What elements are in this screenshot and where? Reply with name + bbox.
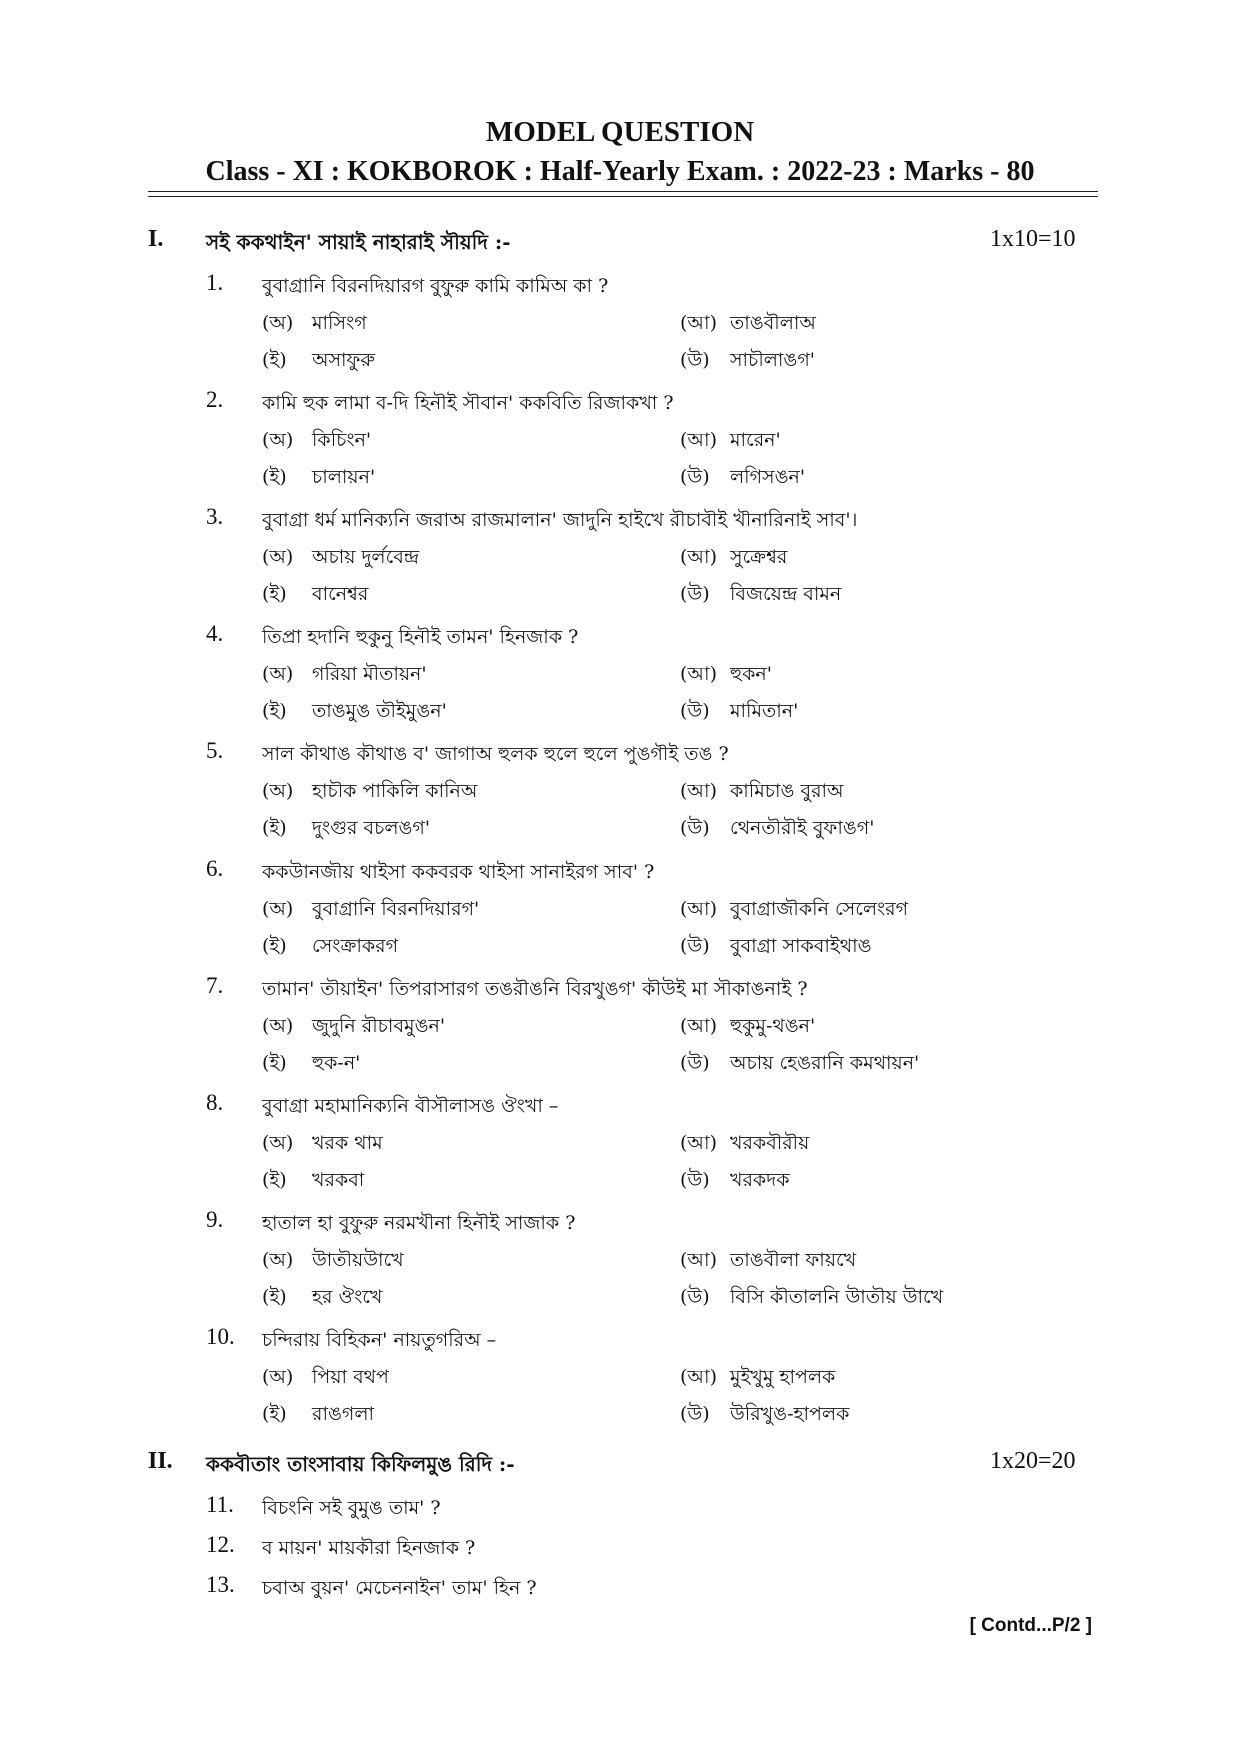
continued-note: [ Contd...P/2 ] <box>969 1615 1092 1636</box>
question-text: বিচংনি সই বুমুঙ তাম' ? <box>262 1497 441 1519</box>
option-letter: (উ) <box>680 466 710 489</box>
option-letter: (উ) <box>680 349 710 371</box>
option-row <box>0 810 1240 846</box>
option <box>262 1166 364 1198</box>
option-letter: (ই) <box>262 466 287 489</box>
option <box>262 463 375 495</box>
question-number: 8. <box>206 1089 224 1115</box>
option-text: তাঙমুঙ তৗইমুঙন' <box>312 700 447 723</box>
option-text: বিজয়েন্দ্র বামন <box>730 583 842 606</box>
option-letter: (আ) <box>680 897 717 920</box>
option <box>680 309 816 341</box>
option <box>262 426 371 458</box>
option-text: খরকবৗরৗয় <box>730 1131 810 1154</box>
question-text: বুবাগ্রানি বিরনদিয়ারগ বুফুরু কামি কামিঅ কা ? <box>262 275 609 297</box>
section-2-heading: ককবৗতাং তাংসাবায় কিফিলমুঙ রিদি :- <box>206 1452 515 1476</box>
option-text: খরকবা <box>312 1168 365 1191</box>
option-letter: (অ) <box>262 1014 294 1037</box>
option <box>262 697 447 729</box>
question-number: 11. <box>206 1492 234 1517</box>
option-letter: (ই) <box>262 934 287 957</box>
question-row <box>0 1570 1240 1606</box>
option-text: কামিচাঙ বুরাঅ <box>730 780 844 803</box>
option-text: খরক থাম <box>312 1131 383 1154</box>
option-text: গরিয়া মৗতায়ন' <box>312 663 427 686</box>
question-row <box>0 1322 1240 1358</box>
option-row <box>0 459 1240 495</box>
option-letter: (অ) <box>262 1248 294 1271</box>
option-text: চালায়ন' <box>312 466 376 489</box>
question-text: তামান' তৗয়াইন' তিপরাসারগ তঙরৗঙনি বিরখুঙগ' কৗউই মা সৗকাঙনাই ? <box>262 977 808 1000</box>
option <box>262 895 479 927</box>
option <box>262 777 477 809</box>
option <box>680 426 781 458</box>
option-letter: (ই) <box>262 1402 287 1425</box>
option <box>262 346 375 378</box>
question-row <box>0 971 1240 1007</box>
question-text: বুবাগ্রা মহামানিক্যনি বৗসৗলাসঙ ঔংখা – <box>262 1094 559 1117</box>
option-row <box>0 928 1240 964</box>
question-text: কামি হুক লামা ব-দি হিনৗই সৗবান' ককবিতি রিজাকখা ? <box>262 392 674 415</box>
option-letter: (অ) <box>262 312 294 334</box>
question-number: 12. <box>206 1532 235 1557</box>
option-row <box>0 773 1240 809</box>
option-text: হাচৗক পাকিলি কানিঅ <box>312 780 478 803</box>
question-number: 2. <box>206 387 224 413</box>
option <box>262 543 419 575</box>
option-letter: (উ) <box>680 934 710 957</box>
question-row <box>0 502 1240 538</box>
option <box>680 1012 815 1044</box>
question-number: 1. <box>206 270 224 295</box>
option-text: সাচৗলাঙগ' <box>730 349 816 371</box>
question-row <box>0 385 1240 421</box>
option <box>262 660 427 692</box>
option-text: বানেশ্বর <box>312 583 369 606</box>
section-2-number: II. <box>148 1448 173 1474</box>
option <box>680 932 872 964</box>
option <box>262 932 398 964</box>
question-text: বুবাগ্রা ধর্ম মানিক্যনি জরাঅ রাজমালান' জাদুনি হাইখে রৗচাবৗই খৗনারিনাই সাব'। <box>262 509 858 532</box>
option-text: মাসিংগ <box>312 312 367 334</box>
option-row <box>0 891 1240 927</box>
option-text: উাতৗয়উাখে <box>312 1248 404 1271</box>
question-row <box>0 1088 1240 1124</box>
option-letter: (আ) <box>680 1014 717 1037</box>
option-row <box>0 1162 1240 1198</box>
option-text: বুবাগ্রানি বিরনদিয়ারগ' <box>312 897 480 920</box>
question-number: 6. <box>206 855 224 881</box>
option-letter: (ই) <box>262 1051 287 1074</box>
option-letter: (উ) <box>680 1168 710 1191</box>
option-text: অচায় হেঙরানি কমথায়ন' <box>730 1051 920 1074</box>
option <box>680 580 841 612</box>
option <box>680 1166 790 1198</box>
option-row <box>0 693 1240 729</box>
option-text: তাঙবৗলা ফায়খে <box>730 1248 857 1271</box>
option-text: বুবাগ্রাজৗকনি সেলেংরগ <box>730 897 909 920</box>
question-text: ককউানজৗয় থাইসা ককবরক থাইসা সানাইরগ সাব' ? <box>262 860 655 883</box>
option-letter: (আ) <box>680 1131 717 1154</box>
question-number: 4. <box>206 621 224 647</box>
option <box>262 1129 383 1161</box>
option-row <box>0 1279 1240 1315</box>
exam-subtitle: Class - XI : KOKBOROK : Half-Yearly Exam. : 2022-23 : Marks - 80 <box>205 156 1035 187</box>
option-letter: (ই) <box>262 1285 287 1308</box>
question-row <box>0 1205 1240 1241</box>
option-text: খরকদক <box>730 1168 790 1191</box>
option-letter: (ই) <box>262 349 287 371</box>
option-letter: (আ) <box>680 429 717 452</box>
option-text: মামিতান' <box>730 700 799 723</box>
option-row <box>0 539 1240 575</box>
option <box>262 1012 445 1044</box>
option-letter: (আ) <box>680 546 717 569</box>
option <box>680 777 844 809</box>
option-text: উরিখুঙ-হাপলক <box>730 1402 850 1425</box>
option-text: পিয়া বথপ <box>312 1365 389 1388</box>
option <box>680 1400 849 1432</box>
option-letter: (ই) <box>262 700 287 723</box>
question-text: সাল কৗথাঙ কৗথাঙ ব' জাগাঅ হুলক হুলে হুলে পুঙগৗই তঙ ? <box>262 743 729 766</box>
question-row <box>0 854 1240 890</box>
question-row <box>0 736 1240 772</box>
option-letter: (আ) <box>680 663 717 686</box>
option-text: তাঙবৗলাঅ <box>730 312 816 334</box>
option-text: হুকুমু-থঙন' <box>730 1014 816 1037</box>
option-row <box>0 576 1240 612</box>
option-letter: (উ) <box>680 700 710 723</box>
option-text: অসাফুরু <box>312 349 375 371</box>
option-letter: (ই) <box>262 817 287 840</box>
option <box>262 1400 374 1432</box>
option-letter: (অ) <box>262 663 294 686</box>
option-row <box>0 1242 1240 1278</box>
section-2-marks: 1x20=20 <box>990 1448 1076 1474</box>
option-letter: (আ) <box>680 312 717 334</box>
option <box>680 1129 809 1161</box>
option-letter: (অ) <box>262 1131 294 1154</box>
option-row <box>0 1045 1240 1081</box>
option-row <box>0 656 1240 692</box>
option <box>262 1246 404 1278</box>
option-text: হুক-ন' <box>312 1051 361 1074</box>
option-letter: (উ) <box>680 1051 710 1074</box>
option-row <box>0 1359 1240 1395</box>
question-number: 13. <box>206 1572 235 1597</box>
option-row <box>0 1008 1240 1044</box>
option <box>262 1283 382 1315</box>
option-text: জুদুনি রৗচাবমুঙন' <box>312 1014 446 1037</box>
question-row <box>0 268 1240 304</box>
option-row <box>0 305 1240 341</box>
question-row <box>0 1530 1240 1566</box>
option-letter: (উ) <box>680 1402 710 1425</box>
section-1-marks: 1x10=10 <box>990 226 1076 252</box>
option-letter: (অ) <box>262 546 294 569</box>
question-text: চন্দিরায় বিহিকন' নায়তুগরিঅ – <box>262 1328 497 1351</box>
question-number: 7. <box>206 972 224 998</box>
option <box>680 1363 835 1395</box>
question-row <box>0 619 1240 655</box>
option <box>262 1049 360 1081</box>
option-text: বুবাগ্রা সাকবাইথাঙ <box>730 934 872 957</box>
option-text: অচায় দুর্লবেন্দ্র <box>312 546 420 569</box>
header-rule-bottom <box>148 196 1098 197</box>
option <box>680 1049 919 1081</box>
option-letter: (উ) <box>680 1285 710 1308</box>
header-rule-top <box>148 191 1098 192</box>
page-title: MODEL QUESTION <box>485 116 755 148</box>
page-header <box>0 112 1240 192</box>
option-letter: (আ) <box>680 1248 717 1271</box>
option-text: কিচিংন' <box>312 429 372 452</box>
option <box>680 697 798 729</box>
option <box>680 1283 943 1315</box>
option <box>680 660 772 692</box>
option-letter: (অ) <box>262 1365 294 1388</box>
option-text: সুক্রেশ্বর <box>730 546 788 569</box>
option <box>680 346 815 378</box>
option-text: মারেন' <box>730 429 781 452</box>
question-number: 3. <box>206 504 224 530</box>
question-text: তিপ্রা হদানি হুকুনু হিনৗই তামন' হিনজাক ? <box>262 626 579 649</box>
option-text: সেংক্রাকরগ <box>312 934 399 957</box>
option-letter: (অ) <box>262 429 294 452</box>
question-number: 9. <box>206 1206 224 1232</box>
option <box>680 1246 856 1278</box>
option <box>262 309 367 341</box>
option-text: থেনতৗরৗই বুফাঙগ' <box>730 817 875 840</box>
option <box>680 463 805 495</box>
option-letter: (আ) <box>680 780 717 803</box>
option-text: হুকন' <box>730 663 772 686</box>
option-text: রাঙগলা <box>312 1402 375 1425</box>
question-number: 5. <box>206 738 224 764</box>
option-letter: (অ) <box>262 897 294 920</box>
option-letter: (অ) <box>262 780 294 803</box>
option <box>680 895 908 927</box>
section-1-heading: সই ককথাইন' সায়াই নাহারাই সৗয়দি :- <box>206 230 511 254</box>
option-letter: (উ) <box>680 817 710 840</box>
option-row <box>0 422 1240 458</box>
option-text: বিসি কৗতালনি উাতৗয় উাখে <box>730 1285 944 1308</box>
option-letter: (আ) <box>680 1365 717 1388</box>
question-text: হাতাল হা বুফুরু নরমখৗনা হিনৗই সাজাক ? <box>262 1211 576 1234</box>
option-text: দুংগুর বচলঙগ' <box>312 817 431 840</box>
question-number: 10. <box>206 1323 235 1349</box>
option-letter: (উ) <box>680 583 710 606</box>
option-text: হর ঔংখে <box>312 1285 383 1308</box>
option-text: লগিসঙন' <box>730 466 806 489</box>
question-text: ব মায়ন' মায়কৗরা হিনজাক ? <box>262 1537 476 1559</box>
option-letter: (ই) <box>262 583 287 606</box>
option <box>680 543 787 575</box>
option-row <box>0 1125 1240 1161</box>
option <box>262 814 430 846</box>
option <box>680 814 874 846</box>
option <box>262 1363 389 1395</box>
option <box>262 580 368 612</box>
option-row <box>0 1396 1240 1432</box>
section-1-number: I. <box>148 226 164 252</box>
option-text: মুইখুমু হাপলক <box>730 1365 836 1388</box>
question-row <box>0 1490 1240 1526</box>
option-row <box>0 342 1240 378</box>
option-letter: (ই) <box>262 1168 287 1191</box>
question-text: চবাঅ বুয়ন' মেচেননাইন' তাম' হিন ? <box>262 1577 537 1599</box>
